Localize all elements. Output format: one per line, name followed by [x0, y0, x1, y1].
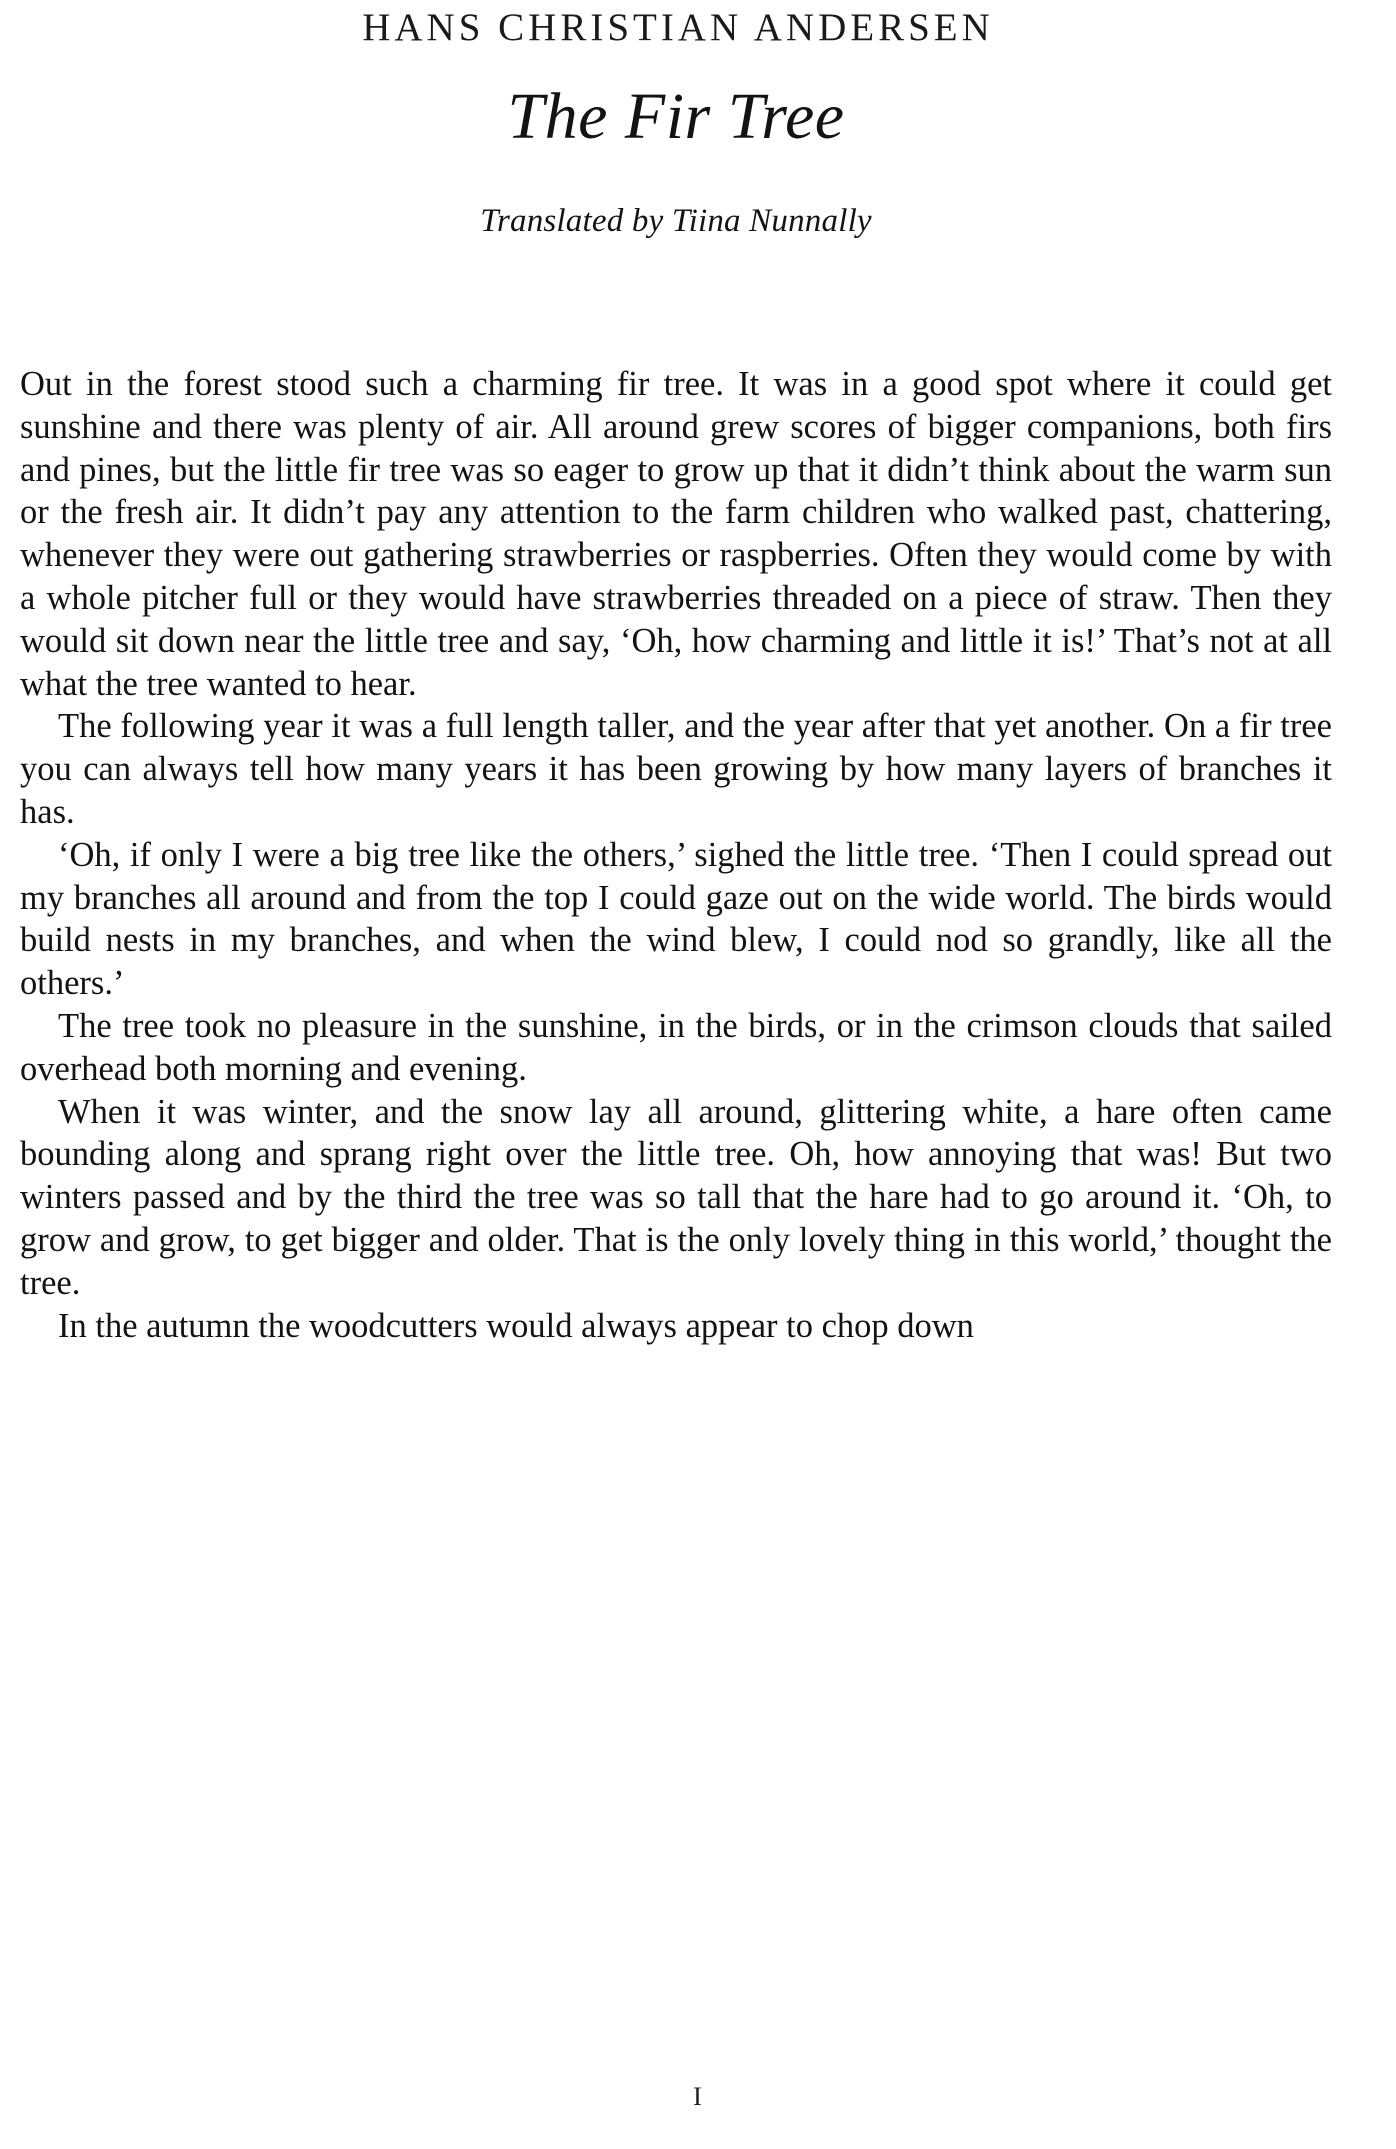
story-paragraph: The tree took no pleasure in the sunshine, in the birds, or in the crimson clouds that sailed overhead both morning and evening.	[20, 1006, 1332, 1088]
author-name: HANS CHRISTIAN ANDERSEN	[362, 6, 994, 49]
story-paragraph: ‘Oh, if only I were a big tree like the others,’ sighed the little tree. ‘Then I could spread out my branches all around and from the top I could gaze out on the wide world. The birds would build nests in my branches, and when the wind blew, I could nod so grandly, like all the others.’	[20, 835, 1332, 1003]
story-paragraph: When it was winter, and the snow lay all around, glittering white, a hare often came bounding along and sprang right over the little tree. Oh, how annoying that was! But two winters passed and by the third the tree was so tall that the hare had to go around it. ‘Oh, to grow and grow, to get bigger and older. That is the only lovely thing in this world,’ thought the tree.	[20, 1092, 1332, 1302]
story-body	[20, 363, 1332, 1347]
translator-credit: Translated by Tiina Nunnally	[480, 203, 872, 239]
story-paragraph: Out in the forest stood such a charming fir tree. It was in a good spot where it could get sunshine and there was plenty of air. All around grew scores of bigger companions, both firs and pines, but the little fir tree was so eager to grow up that it didn’t think about the warm sun or the fresh air. It didn’t pay any attention to the farm children who walked past, chattering, whenever they were out gathering strawberries or raspberries. Often they would come by with a whole pitcher full or they would have strawberries threaded on a piece of straw. Then they would sit down near the little tree and say, ‘Oh, how charming and little it is!’ That’s not at all what the tree wanted to hear.	[20, 365, 1332, 703]
story-paragraph: In the autumn the woodcutters would always appear to chop down	[58, 1306, 974, 1345]
page-number: I	[693, 2082, 703, 2111]
page-title: The Fir Tree	[507, 80, 845, 153]
story-paragraph: The following year it was a full length taller, and the year after that yet another. On a fir tree you can always tell how many years it has been growing by how many layers of branches it has.	[20, 707, 1332, 831]
page-content	[20, 0, 1332, 1347]
